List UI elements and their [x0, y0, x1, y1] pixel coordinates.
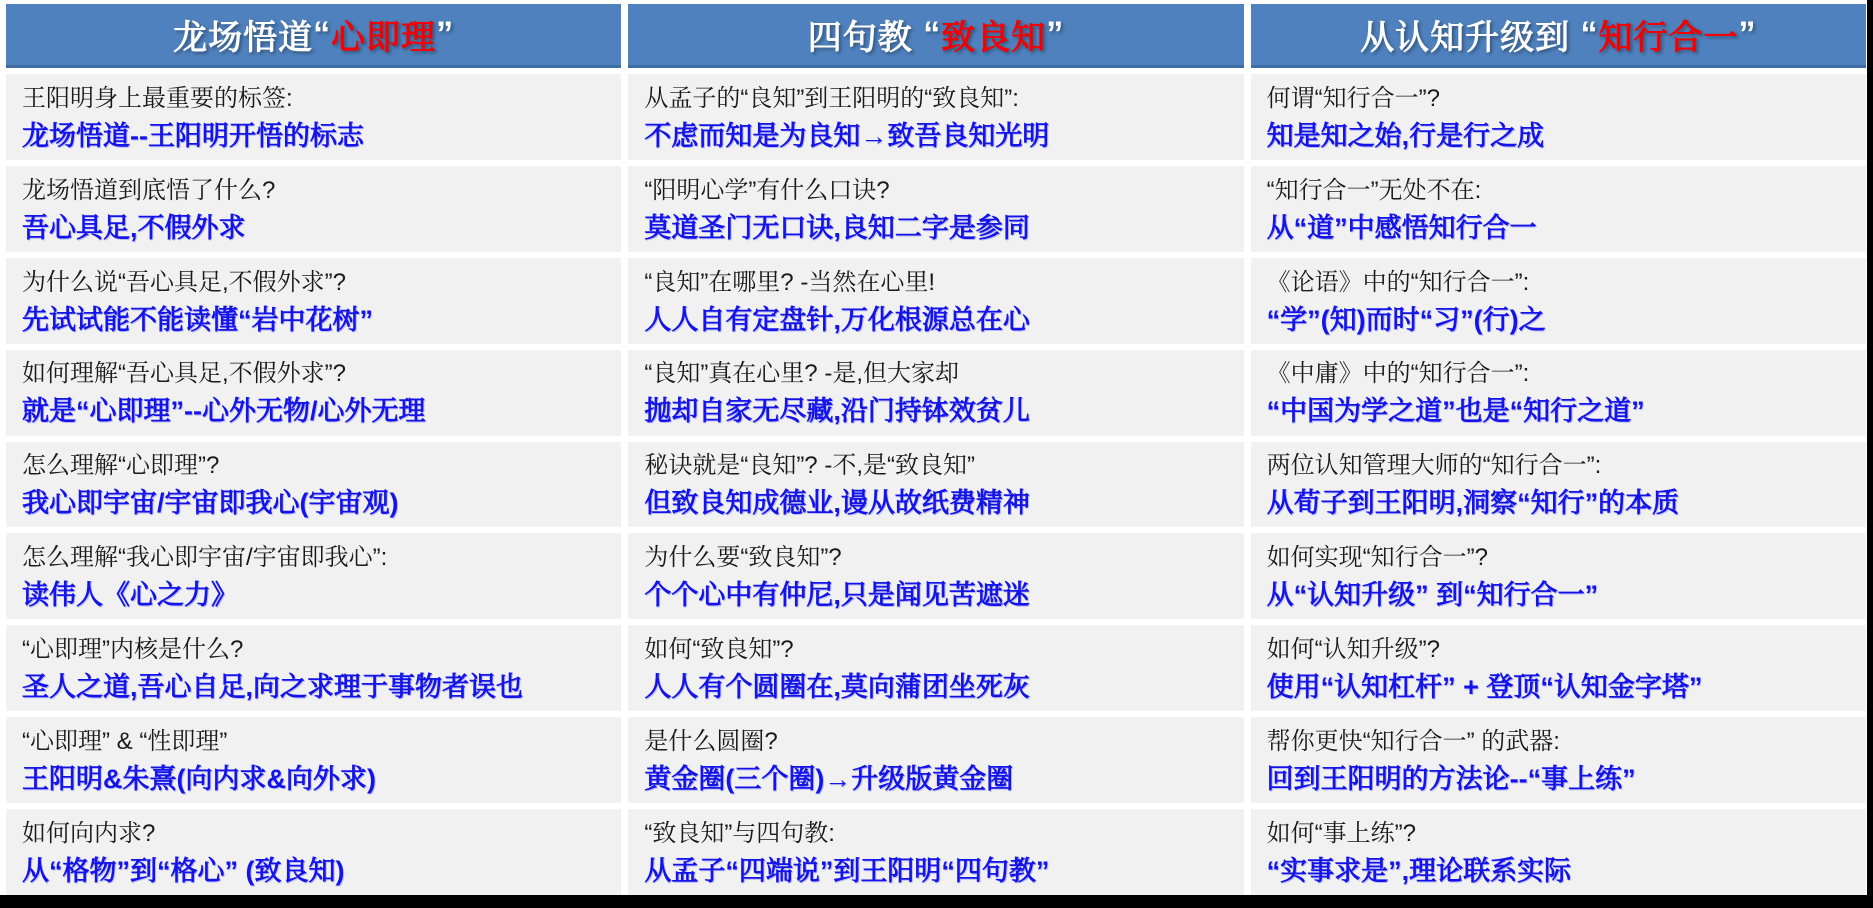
answer-text: 先试试能不能读懂“岩中花树”: [22, 304, 373, 335]
close-quote: ”: [1738, 15, 1757, 53]
question-text: 《中庸》中的“知行合一”:: [1266, 360, 1530, 388]
answer-text: 人人有个圆圈在,莫向蒲团坐死灰: [644, 672, 1030, 703]
close-quote: ”: [1046, 15, 1065, 53]
table-row: [628, 350, 1243, 436]
answer-text: “中国为学之道”也是“知行之道”: [1266, 396, 1645, 427]
table-row: [628, 717, 1243, 803]
table-row: [6, 166, 621, 252]
answer-text: 从“认知升级” 到“知行合一”: [1266, 580, 1599, 611]
table-row: [1251, 625, 1866, 711]
close-quote: ”: [436, 15, 455, 53]
table-row: [6, 442, 621, 528]
open-quote: “: [313, 15, 332, 53]
table-row: [628, 166, 1243, 252]
open-quote: “: [923, 15, 942, 53]
answer-text: 黄金圈(三个圈)→升级版黄金圈: [644, 763, 1014, 794]
question-text: 何谓“知行合一”?: [1266, 84, 1440, 112]
answer-text: “实事求是”,理论联系实际: [1266, 855, 1572, 886]
column-header: [6, 4, 621, 68]
answer-text: 就是“心即理”--心外无物/心外无理: [22, 396, 426, 427]
question-text: 为什么说“吾心具足,不假外求”?: [22, 268, 346, 296]
question-text: “知行合一”无处不在:: [1266, 176, 1482, 204]
question-text: 帮你更快“知行合一” 的武器:: [1266, 727, 1560, 755]
table-row: [628, 625, 1243, 711]
knowledge-table: [6, 4, 1866, 895]
question-text: “良知”真在心里? -是,但大家却: [644, 360, 959, 388]
open-quote: “: [1580, 15, 1599, 53]
table-row: [1251, 533, 1866, 619]
question-text: “致良知”与四句教:: [644, 819, 835, 847]
answer-text: 王阳明&朱熹(向内求&向外求): [22, 763, 376, 794]
question-text: 如何理解“吾心具足,不假外求”?: [22, 360, 346, 388]
header-title-text: 从认知升级到: [1360, 19, 1581, 57]
question-text: 从孟子的“良知”到王阳明的“致良知”:: [644, 84, 1019, 112]
question-text: 如何向内求?: [22, 819, 156, 847]
question-text: 如何“认知升级”?: [1266, 636, 1440, 664]
table-row: [6, 350, 621, 436]
answer-text: 回到王阳明的方法论--“事上练”: [1266, 763, 1636, 794]
table-row: [1251, 166, 1866, 252]
question-text: 怎么理解“心即理”?: [22, 452, 220, 480]
question-text: 王阳明身上最重要的标签:: [22, 84, 293, 112]
table-row: [6, 533, 621, 619]
header-highlight-text: 致良知: [941, 19, 1047, 57]
table-row: [1251, 809, 1866, 895]
header-highlight-text: 心即理: [331, 19, 437, 57]
table-row: [6, 74, 621, 160]
column-header: [1251, 4, 1866, 68]
table-row: [1251, 258, 1866, 344]
answer-text: 吾心具足,不假外求: [22, 212, 246, 243]
question-text: 如何“致良知”?: [644, 636, 794, 664]
table-row: [1251, 442, 1866, 528]
answer-text: 龙场悟道--王阳明开悟的标志: [22, 120, 364, 151]
answer-text: 从孟子“四端说”到王阳明“四句教”: [644, 855, 1050, 886]
question-text: “心即理” & “性即理”: [22, 727, 228, 755]
header-highlight-text: 知行合一: [1598, 19, 1739, 57]
answer-text: 从“道”中感悟知行合一: [1266, 212, 1537, 243]
answer-text: 但致良知成德业,谩从故纸费精神: [644, 488, 1030, 519]
right-black-bar: [1867, 0, 1873, 908]
table-row: [6, 625, 621, 711]
answer-text: 从荀子到王阳明,洞察“知行”的本质: [1266, 488, 1680, 519]
column-2: [628, 4, 1243, 895]
header-title-text: 四句教: [807, 19, 924, 57]
column-1: [6, 4, 621, 895]
question-text: 龙场悟道到底悟了什么?: [22, 176, 276, 204]
table-row: [628, 74, 1243, 160]
answer-text: 使用“认知杠杆” + 登顶“认知金字塔”: [1266, 672, 1703, 703]
table-row: [1251, 350, 1866, 436]
question-text: 为什么要“致良知”?: [644, 544, 842, 572]
question-text: 秘诀就是“良知”? -不,是“致良知”: [644, 452, 975, 480]
table-row: [1251, 74, 1866, 160]
question-text: 《论语》中的“知行合一”:: [1266, 268, 1530, 296]
table-row: [6, 717, 621, 803]
question-text: 怎么理解“我心即宇宙/宇宙即我心”:: [22, 544, 388, 572]
answer-text: 圣人之道,吾心自足,向之求理于事物者误也: [22, 672, 524, 703]
question-text: “良知”在哪里? -当然在心里!: [644, 268, 935, 296]
column-3: [1251, 4, 1866, 895]
table-row: [6, 258, 621, 344]
answer-text: 从“格物”到“格心” (致良知): [22, 855, 345, 886]
answer-text: 莫道圣门无口诀,良知二字是参同: [644, 212, 1030, 243]
question-text: “阳明心学”有什么口诀?: [644, 176, 890, 204]
answer-text: 我心即宇宙/宇宙即我心(宇宙观): [22, 488, 399, 519]
table-row: [6, 809, 621, 895]
bottom-black-bar: [0, 895, 1873, 908]
answer-text: 个个心中有仲尼,只是闻见苦遮迷: [644, 580, 1030, 611]
table-row: [1251, 717, 1866, 803]
answer-text: “学”(知)而时“习”(行)之: [1266, 304, 1546, 335]
table-row: [628, 442, 1243, 528]
header-title-text: 龙场悟道: [173, 19, 314, 57]
answer-text: 抛却自家无尽藏,沿门持钵效贫儿: [644, 396, 1030, 427]
table-row: [628, 258, 1243, 344]
question-text: 是什么圆圈?: [644, 727, 778, 755]
answer-text: 不虑而知是为良知→致吾良知光明: [644, 120, 1050, 151]
column-header: [628, 4, 1243, 68]
question-text: 如何实现“知行合一”?: [1266, 544, 1488, 572]
question-text: 两位认知管理大师的“知行合一”:: [1266, 452, 1602, 480]
question-text: “心即理”内核是什么?: [22, 636, 244, 664]
question-text: 如何“事上练”?: [1266, 819, 1416, 847]
answer-text: 知是知之始,行是行之成: [1266, 120, 1545, 151]
answer-text: 读伟人《心之力》: [22, 580, 238, 611]
table-row: [628, 533, 1243, 619]
answer-text: 人人自有定盘针,万化根源总在心: [644, 304, 1030, 335]
table-row: [628, 809, 1243, 895]
